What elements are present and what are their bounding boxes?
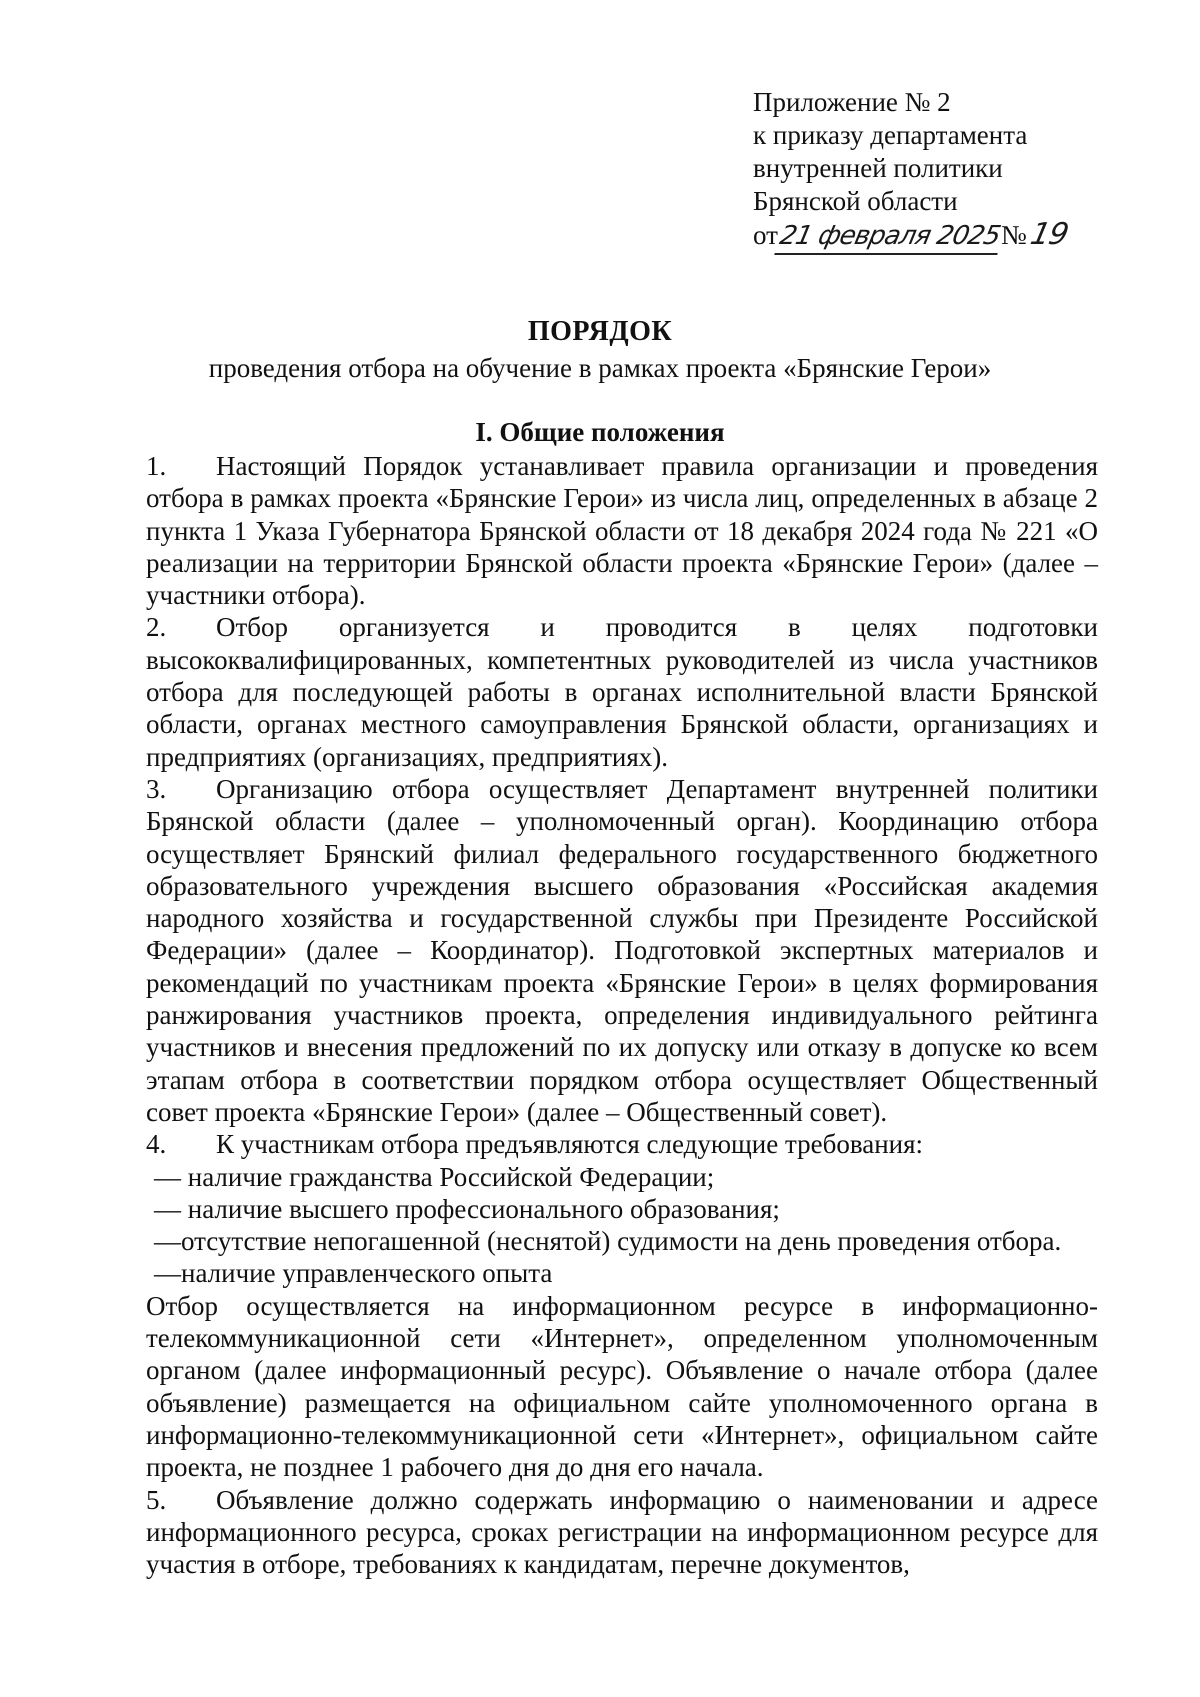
paragraph-number: 2.: [146, 612, 167, 643]
section-heading: I. Общие положения: [475, 417, 725, 447]
appendix-block: [753, 86, 1173, 255]
paragraph-3: [146, 773, 1098, 1128]
appendix-line-3: внутренней политики: [753, 153, 1003, 183]
paragraph-4: [146, 1128, 1098, 1160]
paragraph-number: 3.: [146, 773, 167, 804]
paragraph-number: 1.: [146, 451, 167, 481]
handwritten-number: 19: [1027, 217, 1071, 252]
paragraph-text: К участникам отбора предъявляются следующие требования:: [216, 1129, 924, 1160]
appendix-line-1: Приложение № 2: [753, 87, 951, 117]
paragraph-text: Объявление должно содержать информацию о наименовании и адресе информационного ресурса, сроках регистрации на информационном ресурсе для участия в отборе, требованиях к кандидатам, перечне документов,: [146, 1484, 1098, 1580]
handwritten-date: 21 февраля 2025: [774, 220, 1004, 255]
paragraph-number: 4.: [146, 1129, 167, 1160]
paragraph-5: [146, 1484, 1098, 1581]
requirement-item: —наличие управленческого опыта: [154, 1258, 553, 1289]
document-subtitle: проведения отбора на обучение в рамках проекта «Брянские Герои»: [208, 353, 992, 383]
paragraph-1: [146, 450, 1098, 611]
paragraph-text: Организацию отбора осуществляет Департамент внутренней политики Брянской области (далее – уполномоченный орган). Координацию отбора осуществляет Брянский филиал федерального государственного бюджетного образовательного учреждения высшего образования «Российская академия народного хозяйства и государственной службы при Президенте Российской Федерации» (далее – Координатор). Подготовкой экспертных материалов и рекомендаций по участникам проекта «Брянские Герои» в целях формирования ранжирования участников проекта, определения индивидуального рейтинга участников и внесения предложений по их допуску или отказу в допуске ко всем этапам отбора в соответствии порядком отбора осуществляет Общественный совет проекта «Брянские Герои» (далее – Общественный совет).: [146, 773, 1098, 1127]
date-prefix: от: [753, 220, 778, 250]
paragraph-2: [146, 611, 1098, 772]
paragraph-number: 5.: [146, 1484, 167, 1515]
requirement-item: — наличие высшего профессионального образования;: [154, 1193, 780, 1224]
appendix-line-4: Брянской области: [753, 186, 958, 216]
selection-paragraph: Отбор осуществляется на информационном ресурсе в информационно-телекоммуникационной сети «Интернет», определенном уполномоченным органом (далее информационный ресурс). Объявление о начале отбора (далее объявление) размещается на официальном сайте уполномоченного органа в информационно-телекоммуникационной сети «Интернет», официальном сайте проекта, не позднее 1 рабочего дня до дня его начала.: [146, 1290, 1098, 1483]
number-prefix: №: [1000, 220, 1027, 250]
appendix-line-2: к приказу департамента: [753, 120, 1028, 150]
document-body: [146, 450, 1098, 1580]
paragraph-text: Настоящий Порядок устанавливает правила организации и проведения отбора в рамках проекта «Брянские Герои» из числа лиц, определенных в абзаце 2 пункта 1 Указа Губернатора Брянской области от 18 декабря 2024 года № 221 «О реализации на территории Брянской области проекта «Брянские Герои» (далее – участники отбора).: [146, 451, 1098, 611]
requirement-item: — наличие гражданства Российской Федерации;: [154, 1161, 715, 1192]
requirement-item: —отсутствие непогашенной (неснятой) судимости на день проведения отбора.: [154, 1226, 1062, 1257]
paragraph-text: Отбор организуется и проводится в целях подготовки высококвалифицированных, компетентных руководителей из числа участников отбора для последующей работы в органах исполнительной власти Брянской области, органах местного самоуправления Брянской области, организациях и предприятиях (организациях, предприятиях).: [146, 612, 1098, 772]
document-title: ПОРЯДОК: [527, 316, 673, 347]
appendix-date-line: [753, 218, 1173, 255]
